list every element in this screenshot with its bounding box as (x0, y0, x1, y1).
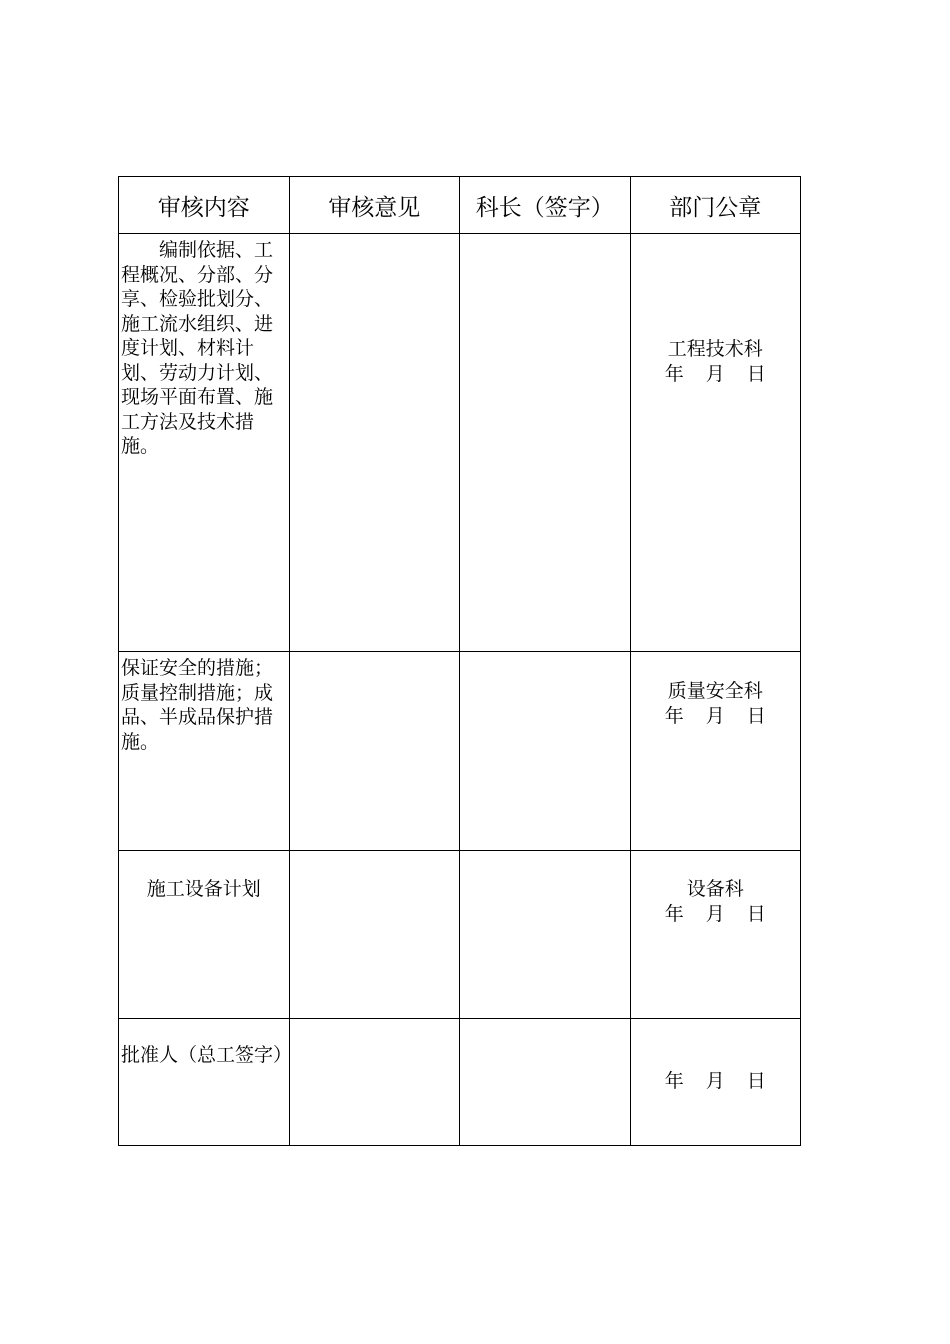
department-name: 质量安全科 (667, 680, 763, 702)
department-name: 工程技术科 (667, 338, 763, 360)
department-seal-cell (630, 234, 801, 652)
approver-label-cell: 批准人（总工签字） (119, 1019, 290, 1146)
header-row (119, 177, 801, 234)
month-label: 月 (705, 704, 725, 727)
date-line (631, 1069, 801, 1094)
table-row (119, 1019, 801, 1146)
year-label: 年 (664, 1070, 684, 1092)
department-seal-cell (630, 851, 801, 1019)
header-department-seal: 部门公章 (630, 177, 801, 234)
department-name: 设备科 (686, 878, 744, 900)
year-label: 年 (664, 902, 684, 925)
signature-cell[interactable] (460, 851, 631, 1019)
table-row (119, 234, 801, 652)
header-section-chief-signature: 科长（签字） (460, 177, 631, 234)
day-label: 日 (746, 704, 766, 727)
date-line (631, 704, 801, 729)
review-opinion-cell[interactable] (289, 652, 460, 851)
day-label: 日 (746, 902, 766, 925)
month-label: 月 (705, 902, 725, 925)
day-label: 日 (746, 362, 766, 385)
review-content-cell: 施工设备计划 (119, 851, 290, 1019)
month-label: 月 (705, 1070, 725, 1092)
review-content-cell: 编制依据、工程概况、分部、分享、检验批划分、施工流水组织、进度计划、材料计划、劳动力计划、现场平面布置、施工方法及技术措施。 (119, 234, 290, 652)
month-label: 月 (705, 362, 725, 385)
table-row (119, 851, 801, 1019)
department-seal-cell (630, 652, 801, 851)
review-content-cell: 保证安全的措施；质量控制措施；成品、半成品保护措施。 (119, 652, 290, 851)
header-review-content: 审核内容 (119, 177, 290, 234)
date-line (631, 902, 801, 927)
year-label: 年 (664, 704, 684, 727)
year-label: 年 (664, 362, 684, 385)
date-line (631, 362, 801, 387)
header-review-opinion: 审核意见 (289, 177, 460, 234)
review-form-table (118, 176, 801, 1146)
signature-cell[interactable] (460, 1019, 631, 1146)
review-opinion-cell[interactable] (289, 234, 460, 652)
signature-cell[interactable] (460, 652, 631, 851)
review-opinion-cell[interactable] (289, 851, 460, 1019)
day-label: 日 (746, 1070, 766, 1092)
signature-cell[interactable] (460, 234, 631, 652)
review-opinion-cell[interactable] (289, 1019, 460, 1146)
table-row (119, 652, 801, 851)
date-cell (630, 1019, 801, 1146)
